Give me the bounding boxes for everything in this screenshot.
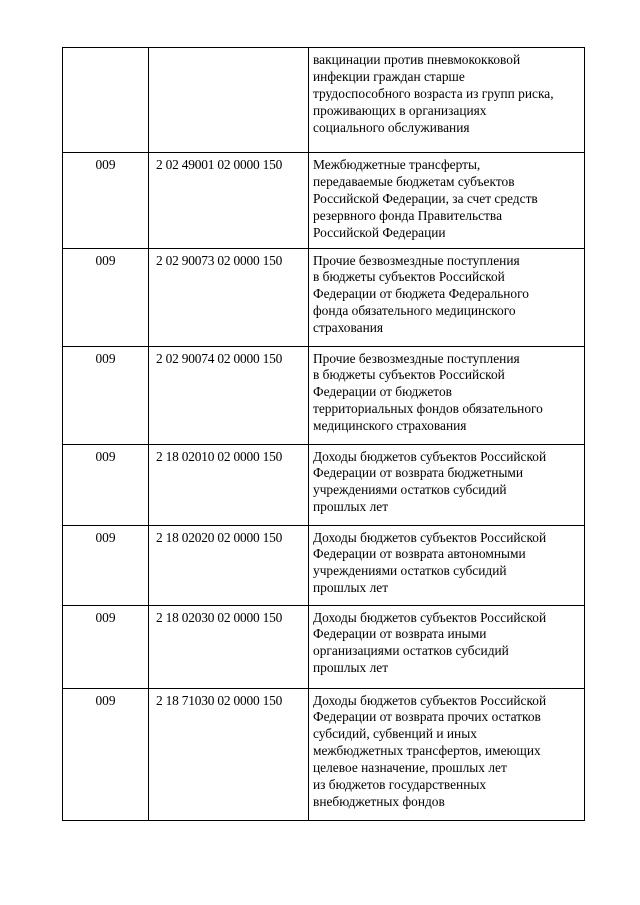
description-line: прошлых лет (313, 660, 389, 676)
table-row (63, 605, 585, 688)
description-cell (309, 525, 585, 605)
kbk-code-cell: 2 02 49001 02 0000 150 (149, 153, 309, 249)
description-line: медицинского страхования (313, 418, 467, 434)
description-line: Российской Федерации, за счет средств (313, 190, 538, 206)
description-line: целевое назначение, прошлых лет (313, 760, 507, 776)
description-cell (309, 688, 585, 820)
admin-code-cell: 009 (63, 688, 149, 820)
table-row (63, 153, 585, 249)
description-line: Межбюджетные трансферты, (313, 157, 481, 172)
description-line: территориальных фондов обязательного (313, 401, 543, 417)
description-line: вакцинации против пневмококковой (313, 52, 521, 67)
description-line: Прочие безвозмездные поступления (313, 252, 520, 268)
description-cell (309, 248, 585, 346)
kbk-code-cell: 2 18 02010 02 0000 150 (149, 444, 309, 525)
description-line: внебюджетных фондов (313, 793, 445, 809)
description-line: учреждениями остатков субсидий (313, 482, 507, 498)
description-line: Федерации от возврата автономными (313, 546, 526, 562)
description-cell (309, 153, 585, 249)
description-line: Федерации от бюджета Федерального (313, 286, 529, 302)
description-cell (309, 444, 585, 525)
description-line: Федерации от возврата бюджетными (313, 465, 524, 481)
description-line: межбюджетных трансфертов, имеющих (313, 743, 541, 759)
admin-code-cell: 009 (63, 525, 149, 605)
description-line: организациями остатков субсидий (313, 643, 509, 659)
kbk-code-cell: 2 18 71030 02 0000 150 (149, 688, 309, 820)
description-line: резервного фонда Правительства (313, 207, 503, 223)
admin-code-cell: 009 (63, 248, 149, 346)
description-cell (309, 48, 585, 153)
description-line: Федерации от возврата иными (313, 626, 487, 642)
description-line: фонда обязательного медицинского (313, 303, 516, 319)
description-line: проживающих в организациях (313, 102, 487, 118)
description-line: прошлых лет (313, 580, 389, 596)
description-line: Прочие безвозмездные поступления (313, 350, 520, 366)
description-line: страхования (313, 320, 384, 336)
description-line: трудоспособного возраста из групп риска, (313, 85, 554, 101)
kbk-code-cell: 2 02 90073 02 0000 150 (149, 248, 309, 346)
description-line: Доходы бюджетов субъектов Российской (313, 529, 547, 545)
table-row (63, 444, 585, 525)
admin-code-cell: 009 (63, 153, 149, 249)
table-row (63, 48, 585, 153)
admin-code-cell: 009 (63, 444, 149, 525)
description-line: в бюджеты субъектов Российской (313, 269, 505, 285)
table-row (63, 688, 585, 820)
kbk-code-cell (149, 48, 309, 153)
description-line: Российской Федерации (313, 224, 446, 240)
kbk-code-cell: 2 02 90074 02 0000 150 (149, 346, 309, 444)
kbk-code-cell: 2 18 02030 02 0000 150 (149, 605, 309, 688)
admin-code-cell: 009 (63, 346, 149, 444)
table-row (63, 525, 585, 605)
description-line: передаваемые бюджетам субъектов (313, 173, 515, 189)
description-line: из бюджетов государственных (313, 777, 487, 793)
description-line: субсидий, субвенций и иных (313, 726, 477, 742)
admin-code-cell (63, 48, 149, 153)
admin-code-cell: 009 (63, 605, 149, 688)
revenue-codes-table (62, 47, 585, 821)
kbk-code-cell: 2 18 02020 02 0000 150 (149, 525, 309, 605)
description-line: в бюджеты субъектов Российской (313, 367, 505, 383)
description-line: Доходы бюджетов субъектов Российской (313, 692, 547, 708)
table-row (63, 248, 585, 346)
description-cell (309, 346, 585, 444)
description-line: инфекции граждан старше (313, 68, 465, 84)
description-cell (309, 605, 585, 688)
table-row (63, 346, 585, 444)
description-line: прошлых лет (313, 499, 389, 515)
description-line: учреждениями остатков субсидий (313, 563, 507, 579)
description-line: Доходы бюджетов субъектов Российской (313, 609, 547, 625)
description-line: социального обслуживания (313, 119, 470, 135)
description-line: Федерации от возврата прочих остатков (313, 709, 541, 725)
description-line: Доходы бюджетов субъектов Российской (313, 448, 547, 464)
description-line: Федерации от бюджетов (313, 384, 452, 400)
